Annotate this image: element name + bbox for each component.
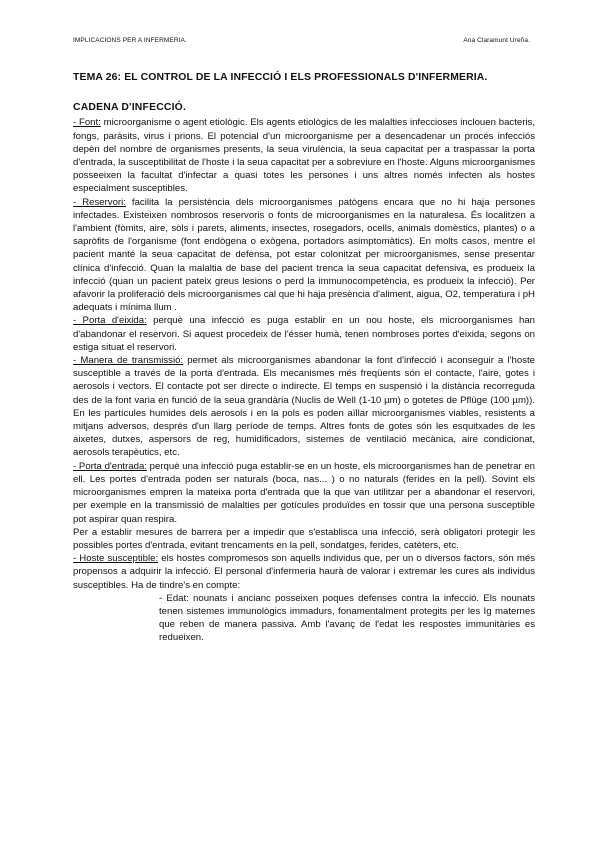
paragraph-font <box>73 116 535 195</box>
term-label: - Hoste susceptible: <box>73 553 159 565</box>
paragraph-porta-entrada <box>73 460 535 526</box>
term-label: - Reservori: <box>73 196 126 208</box>
paragraph-reservori <box>73 196 535 315</box>
document-body <box>73 71 535 645</box>
term-label: - Porta d'eixida: <box>73 315 147 327</box>
paragraph-porta-eixida <box>73 314 535 354</box>
paragraph-text: perquè una infecció puga establir-se en un hoste, els microorganismes han de penetrar en ell. Les portes d'entrada poden ser naturals (boca, nas... ) o no naturals (ferides en la pell). Sovint els microorganismes empren la mateixa porta d'entrada que la que van utilitzar per a abandonar el reservori, per exemple en la transmissió de malalties per gotícules produïdes en tossir que una persona susceptible pot aspirar quan respira. <box>73 460 535 525</box>
paragraph-text: microorganisme o agent etiològic. Els agents etiològics de les malalties infeccioses inclouen bacteris, fongs, paràsits, virus i prions. El potencial d'un microorganisme per a desencadenar un procés infecciós depèn del nombre de organismes presents, la seua virulència, la seua capacitat per a traspassar la porta d'entrada, la susceptibilitat de l'hoste i la seua capacitat per a sobreviure en l'hoste. Alguns microorganismes posseeixen la facultat d'infectar a quasi totes les persones i uns altres només infecten als hostes especialment susceptibles. <box>73 117 535 195</box>
header-course-label: IMPLICACIONS PER A INFERMERIA. <box>73 37 187 44</box>
header-author: Ana Claramunt Ureña. <box>463 37 530 44</box>
page-header <box>73 37 530 49</box>
paragraph-manera-transmissio <box>73 354 535 460</box>
term-label: - Porta d'entrada: <box>73 460 147 472</box>
paragraph-text: facilita la persistència dels microorganismes patògens encara que no hi haja persones infectades. Existeixen nombrosos reservoris o fonts de microorganismes en la naturalesa. És localitzen a l'ambient (fòmits, aire, sòls i parets, aliments, insectes, rosegadors, ocells, animals domèstics, plantes) o a sapròfits de l'organisme (font endògena o exògena, portadors asimptomàtics). En molts casos, mentre el pacient manté la seua capacitat de defensa, pot estar colonitzat per microorganismes, sense presentar clínica d'infecció. Quan la malaltia de base del pacient trenca la seua capacitat defensiva, es produeix la infecció (quan un pacient pateix greus lesions o perd la immunocompetència, es produeix la infecció). Per afavorir la proliferació dels microorganismes cal que hi haja presència d'aliment, aigua, O2, temperatura i pH adequats i mínima llum . <box>73 196 535 314</box>
paragraph-text: els hostes compromesos son aquells individus que, per un o diversos factors, són més propensos a adquirir la infecció. El personal d'infermeria haurà de valorar i extremar les cures als individus susceptibles. Ha de tindre's en compte: <box>73 553 535 591</box>
sub-item-edat: - Edat: nounats i ancianc posseixen poques defenses contra la infecció. Els nounats tenen sistemes immunològics immadurs, fonamentalment protegits per les Ig maternes que reben de manera passiva. Amb l'avanç de l'edat les respostes immunitàries es redueixen. <box>159 592 535 644</box>
document-title: TEMA 26: EL CONTROL DE LA INFECCIÓ I ELS PROFESSIONALS D'INFERMERIA. <box>73 72 488 83</box>
paragraph-text: Per a establir mesures de barrera per a impedir que s'establisca una infecció, serà obligatori protegir les possibles portes d'entrada, evitant trencaments en la pell, sondatges, ferides, catèters, etc. <box>73 526 535 551</box>
term-label: - Manera de transmissió: <box>73 355 184 367</box>
section-title: CADENA D'INFECCIÓ. <box>73 102 187 114</box>
paragraph-text: permet als microorganismes abandonar la font d'infecció i aconseguir a l'hoste susceptible a través de la porta d'entrada. Els mecanismes més freqüents són el contacte, l'aire, gotes i aerosols i vectors. El contacte pot ser directe o indirecte. El temps en suspensió i la distància recorreguda des de la font varia en funció de la seua grandària (Nuclis de Well (1-10 µm) o gotetes de Pflüge (100 µm)). En les partícules humides dels aerosols i en la pols es poden aïllar microorganismes viables, resistents a mitjans adversos, després d'un llarg període de temps. Altres fonts de gotes són les esquitxades de les aixetes, dutxes, aspersors de reg, humidificadors, sistemes de ventilació mecànica, aire condicionat, aerosols terapèutics, etc. <box>73 355 535 459</box>
sub-item-list <box>73 592 535 645</box>
paragraph-mesures-barrera <box>73 526 535 552</box>
term-label: - Font: <box>73 117 101 129</box>
paragraph-text: perquè una infecció es puga establir en un nou hoste, els microorganismes han d'abandonar el reservori. Si aquest procedeix de l'ésser humà, tenen nombroses portes d'eixida, segons on estiga situat el reservori. <box>73 315 535 353</box>
paragraph-hoste-susceptible <box>73 552 535 592</box>
